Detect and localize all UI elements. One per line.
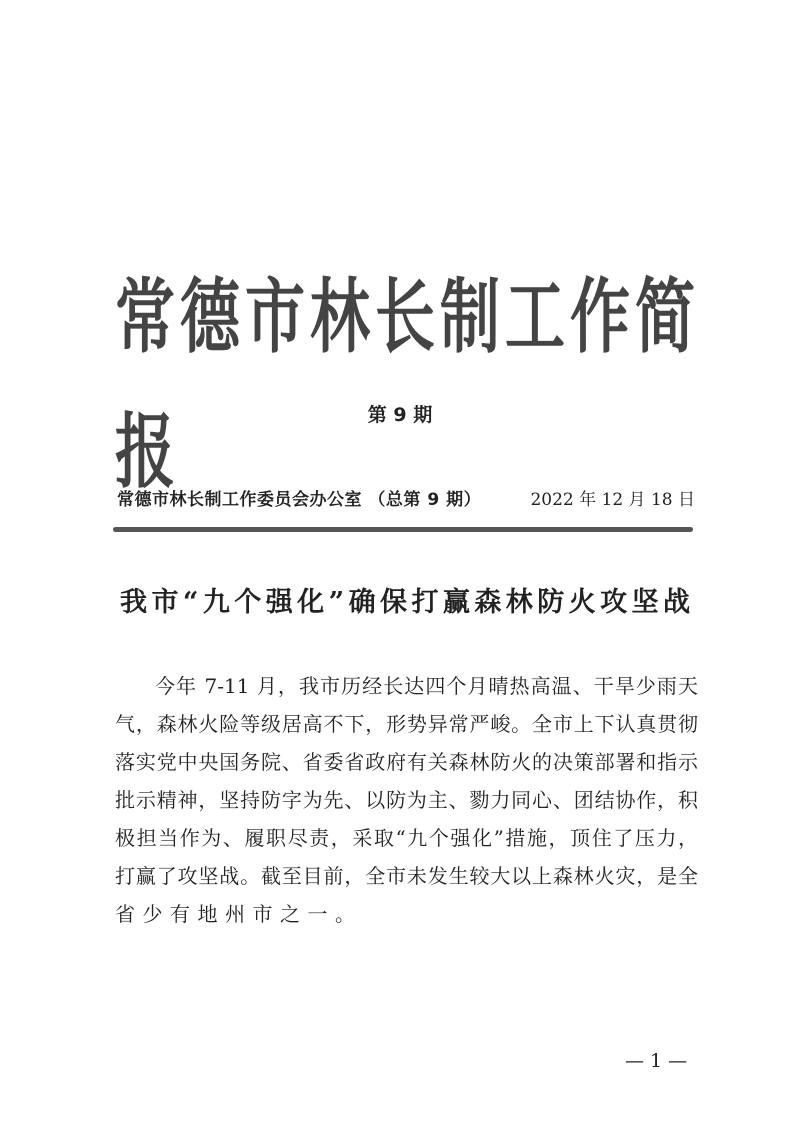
- article-body: [115, 667, 698, 933]
- issuer: 常德市林长制工作委员会办公室 （总第 9 期）: [117, 490, 482, 510]
- body-line: 气，森林火险等级居高不下，形势异常严峻。全市上下认真贯彻: [115, 712, 698, 736]
- issue-date: 2022 年 12 月 18 日: [530, 490, 695, 510]
- issue-number: 第 9 期: [367, 404, 433, 426]
- article-headline: 我市“九个强化”确保打赢森林防火攻坚战: [120, 587, 690, 618]
- body-line: 批示精神，坚持防字为先、以防为主、勠力同心、团结协作，积: [115, 788, 698, 812]
- body-line: 省少有地州市之一。: [115, 902, 363, 926]
- page-number: — 1 —: [625, 1050, 688, 1072]
- body-line: 今年 7-11 月，我市历经长达四个月晴热高温、干旱少雨天: [155, 674, 698, 698]
- body-line: 打赢了攻坚战。截至目前，全市未发生较大以上森林火灾，是全: [115, 864, 698, 888]
- masthead-title: 常德市林长制工作简报: [115, 270, 695, 501]
- body-line: 极担当作为、履职尽责，采取“九个强化”措施，顶住了压力，: [115, 826, 698, 850]
- header-divider: [113, 527, 693, 532]
- body-line: 落实党中央国务院、省委省政府有关森林防火的决策部署和指示: [115, 750, 698, 774]
